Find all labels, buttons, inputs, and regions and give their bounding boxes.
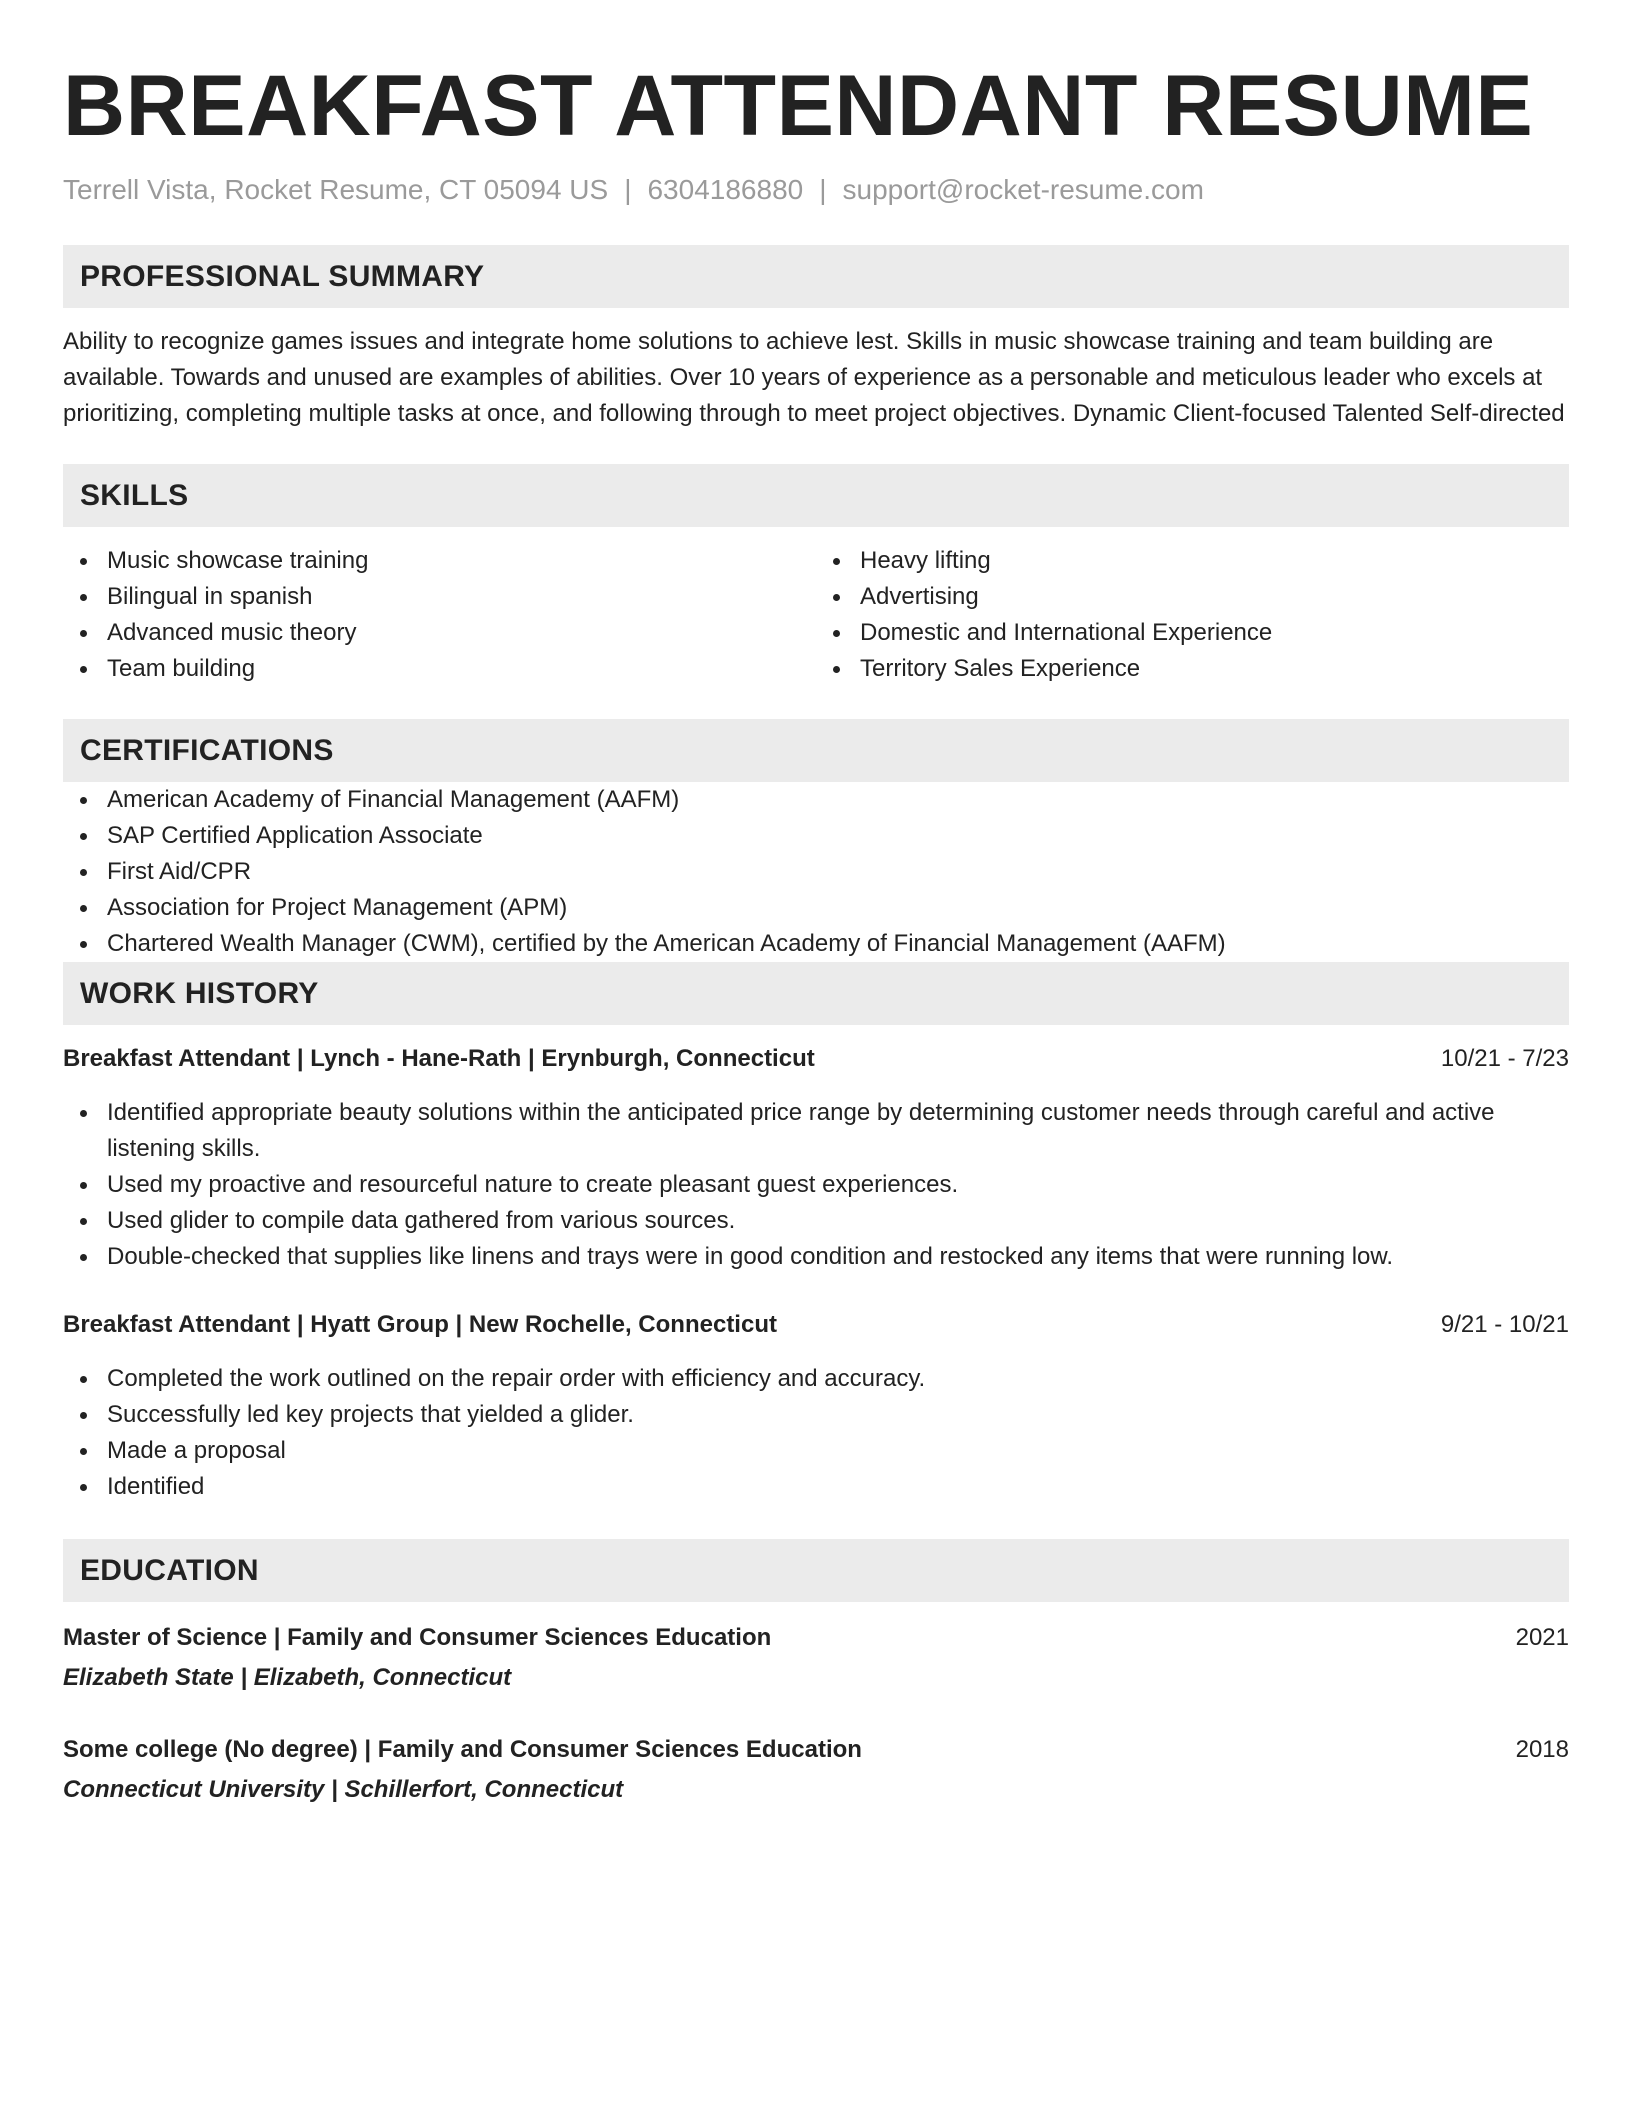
section-heading-skills: SKILLS — [63, 464, 1569, 527]
certification-item: First Aid/CPR — [63, 854, 1569, 890]
skills-column-right — [816, 543, 1569, 687]
job-duty-item: Completed the work outlined on the repair order with efficiency and accuracy. — [63, 1361, 1569, 1397]
job-title: Breakfast Attendant | Hyatt Group | New Rochelle, Connecticut — [63, 1311, 777, 1338]
education-entry — [63, 1620, 1569, 1696]
certification-item: American Academy of Financial Management (AAFM) — [63, 782, 1569, 818]
education-year: 2021 — [1515, 1624, 1569, 1651]
job-duties-list — [63, 1361, 1569, 1505]
job-entry — [63, 1041, 1569, 1275]
job-duty-item: Identified appropriate beauty solutions within the anticipated price range by determining customer needs through careful and active listening skills. — [63, 1095, 1569, 1167]
job-dates: 10/21 - 7/23 — [1440, 1045, 1569, 1072]
section-heading-certifications: CERTIFICATIONS — [63, 719, 1569, 782]
job-duty-item: Double-checked that supplies like linens and trays were in good condition and restocked any items that were running low. — [63, 1239, 1569, 1275]
section-heading-education: EDUCATION — [63, 1539, 1569, 1602]
skill-item: Domestic and International Experience — [816, 615, 1569, 651]
education-year: 2018 — [1515, 1736, 1569, 1763]
resume-title: BREAKFAST ATTENDANT RESUME — [63, 58, 1534, 154]
job-header — [63, 1041, 1569, 1077]
job-duty-item: Made a proposal — [63, 1433, 1569, 1469]
job-duty-item: Used my proactive and resourceful nature to create pleasant guest experiences. — [63, 1167, 1569, 1203]
job-title: Breakfast Attendant | Lynch - Hane-Rath | Erynburgh, Connecticut — [63, 1045, 815, 1072]
education-header — [63, 1620, 1569, 1656]
certification-item: SAP Certified Application Associate — [63, 818, 1569, 854]
skill-item: Advanced music theory — [63, 615, 816, 651]
skill-item: Territory Sales Experience — [816, 651, 1569, 687]
skill-item: Team building — [63, 651, 816, 687]
skill-item: Bilingual in spanish — [63, 579, 816, 615]
certification-item: Chartered Wealth Manager (CWM), certified by the American Academy of Financial Management (AAFM) — [63, 926, 1569, 962]
education-school: Elizabeth State | Elizabeth, Connecticut — [63, 1664, 512, 1691]
contact-separator: | — [624, 174, 632, 205]
contact-email: support@rocket-resume.com — [842, 174, 1204, 205]
job-duty-item: Identified — [63, 1469, 1569, 1505]
job-header — [63, 1307, 1569, 1343]
job-dates: 9/21 - 10/21 — [1440, 1311, 1569, 1338]
job-duties-list — [63, 1095, 1569, 1275]
section-heading-work-history: WORK HISTORY — [63, 962, 1569, 1025]
contact-phone: 6304186880 — [647, 174, 804, 205]
job-entry — [63, 1307, 1569, 1505]
skill-item: Advertising — [816, 579, 1569, 615]
education-degree: Master of Science | Family and Consumer Sciences Education — [63, 1624, 772, 1651]
summary-text: Ability to recognize games issues and integrate home solutions to achieve lest. Skills in music showcase training and team building are available. Towards and unused are examples of abilities. Over 10 years of experience as a personable and meticulous leader who excels at prioritizing, completing multiple tasks at once, and following through to meet project objectives. Dynamic Client-focused Talented Self-directed — [63, 328, 1565, 427]
education-degree: Some college (No degree) | Family and Consumer Sciences Education — [63, 1736, 862, 1763]
skills-list — [63, 543, 1569, 687]
education-entry — [63, 1732, 1569, 1808]
contact-separator: | — [819, 174, 827, 205]
skill-item: Heavy lifting — [816, 543, 1569, 579]
education-school: Connecticut University | Schillerfort, Connecticut — [63, 1776, 624, 1803]
education-header — [63, 1732, 1569, 1768]
skills-column-left — [63, 543, 816, 687]
skill-item: Music showcase training — [63, 543, 816, 579]
contact-line — [63, 172, 1569, 208]
certifications-list — [63, 782, 1569, 962]
certification-item: Association for Project Management (APM) — [63, 890, 1569, 926]
section-heading-summary: PROFESSIONAL SUMMARY — [63, 245, 1569, 308]
job-duty-item: Successfully led key projects that yielded a glider. — [63, 1397, 1569, 1433]
contact-address: Terrell Vista, Rocket Resume, CT 05094 US — [63, 174, 609, 205]
job-duty-item: Used glider to compile data gathered from various sources. — [63, 1203, 1569, 1239]
